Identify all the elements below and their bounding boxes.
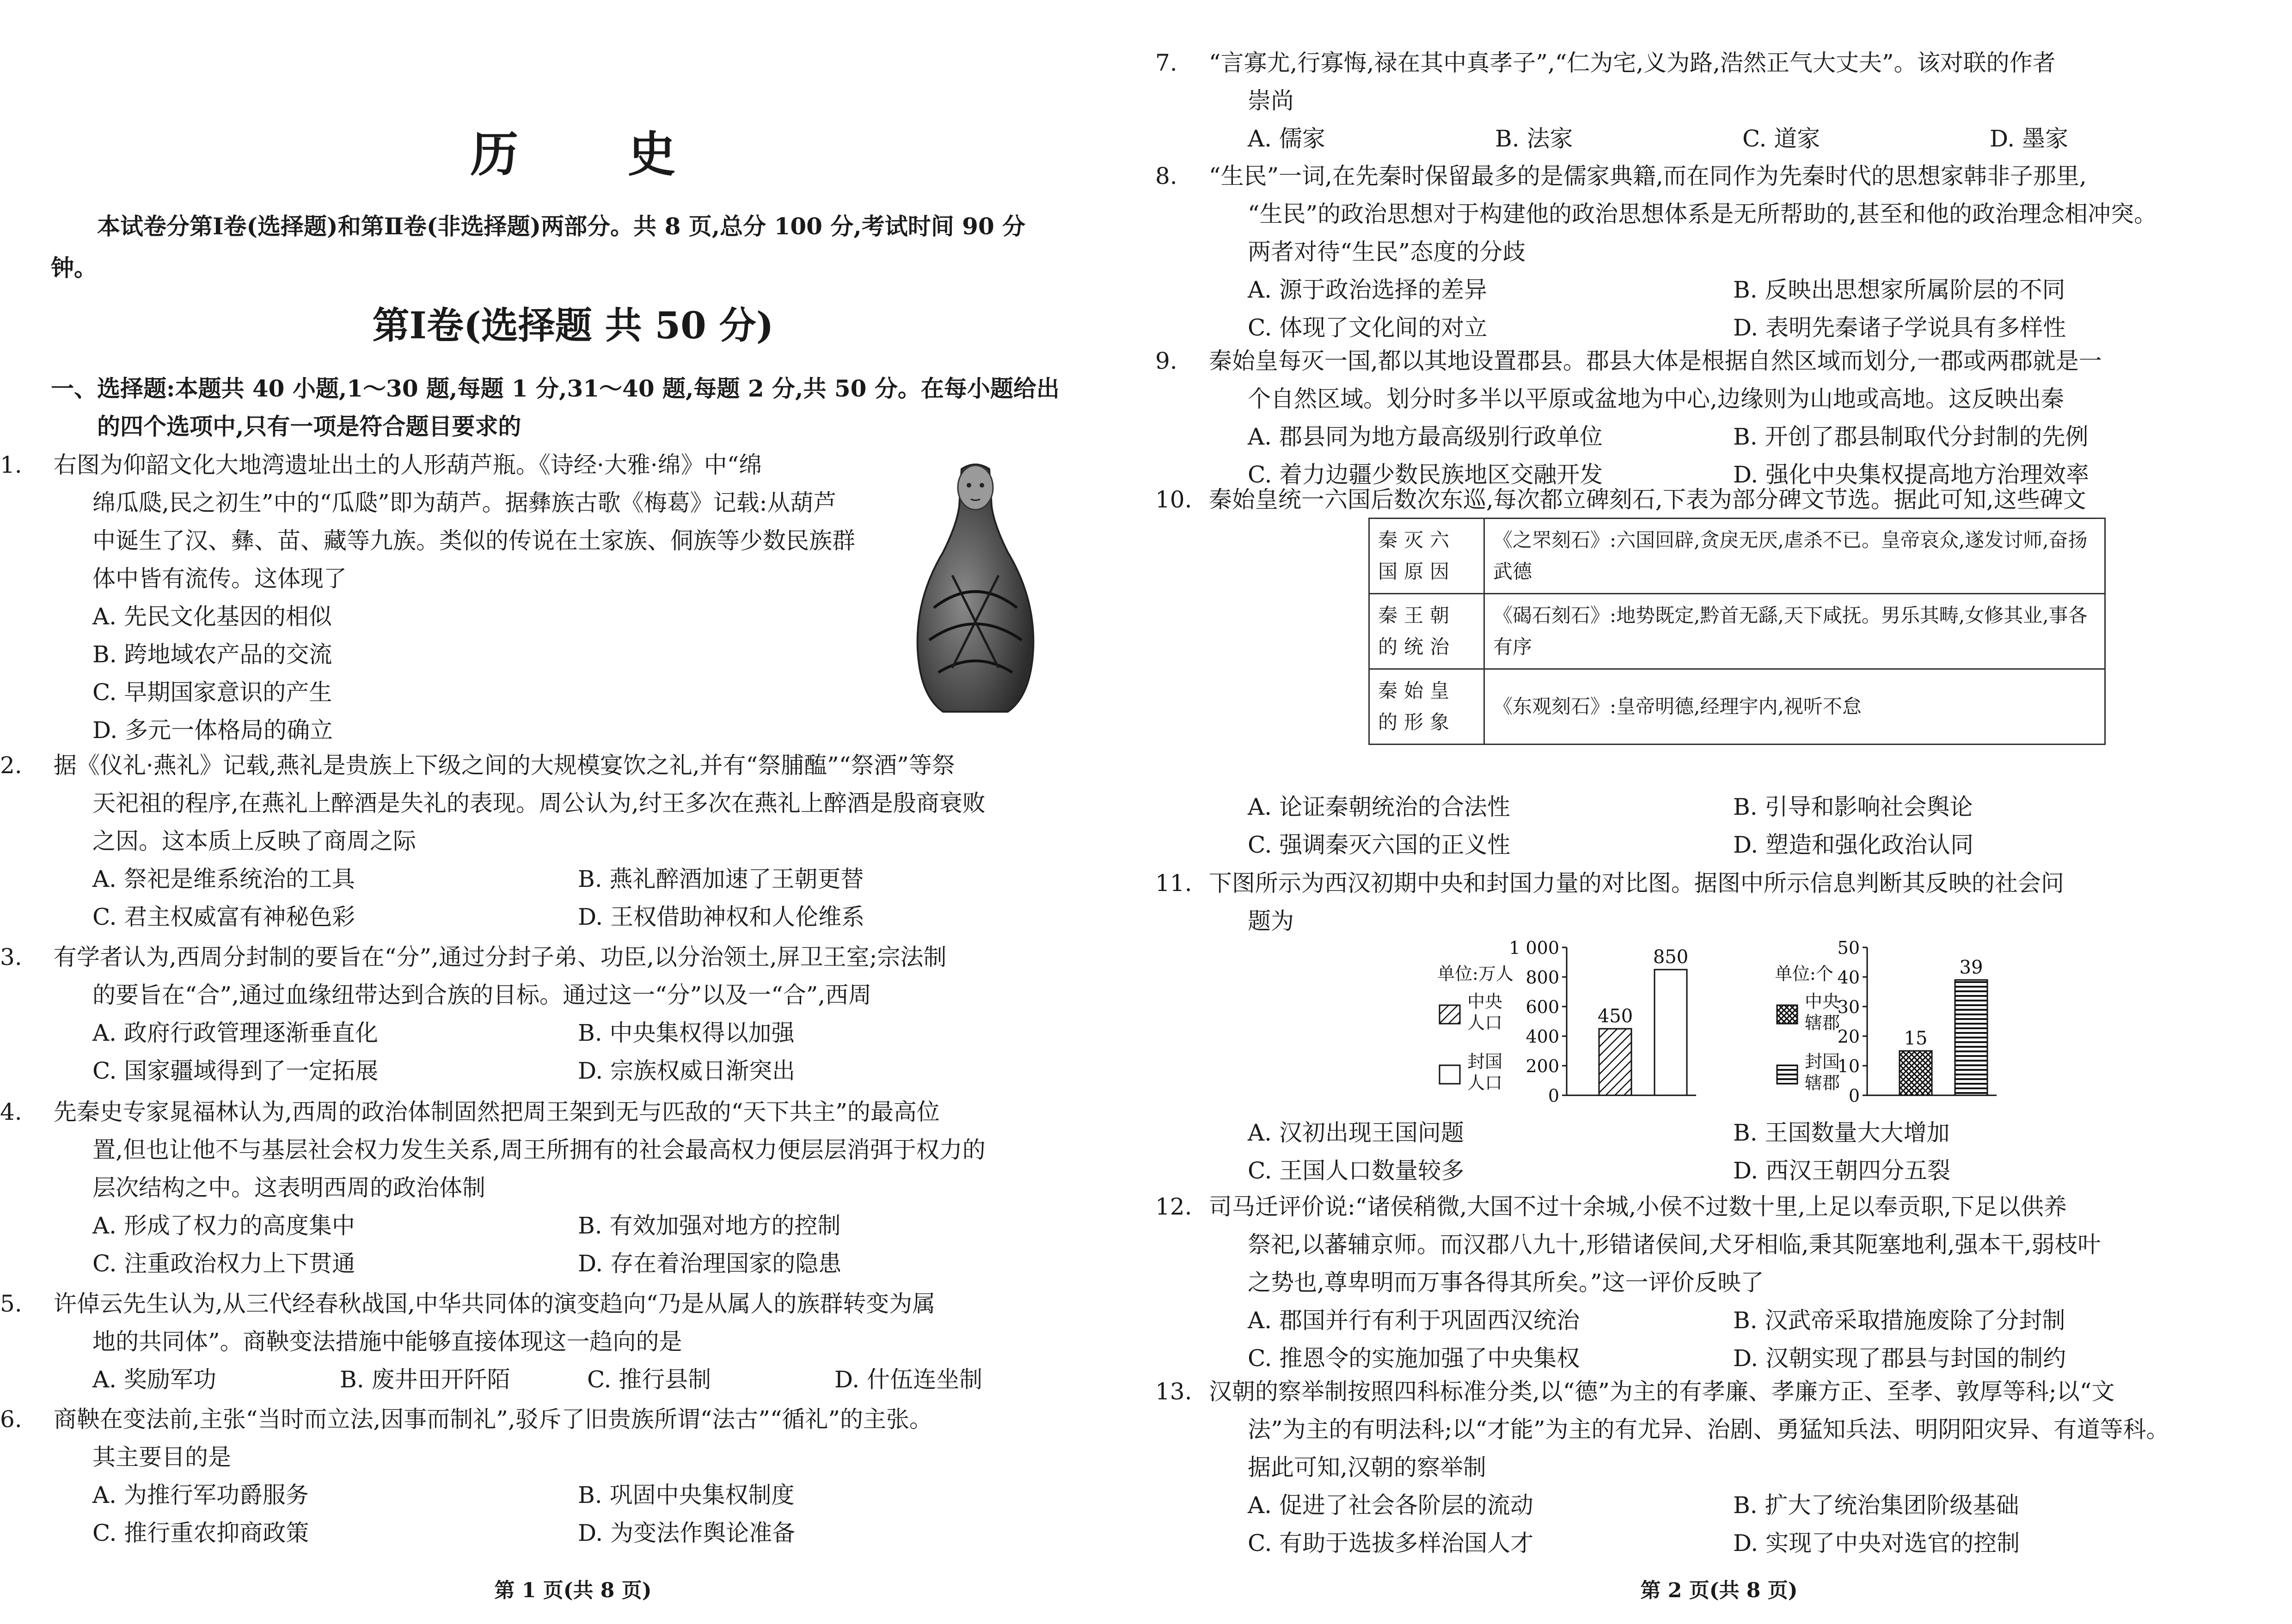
question-8 (1155, 157, 2237, 347)
y-tick-label: 0 (1848, 1086, 1860, 1106)
stem-line: 题为 (1248, 908, 1294, 934)
option-a[interactable]: A. 源于政治选择的差异 (1248, 276, 1487, 303)
bar (1599, 1029, 1631, 1095)
question-3 (0, 938, 1082, 1090)
stem-line: 之势也,尊卑明而万事各得其所矣。”这一评价反映了 (1248, 1269, 1764, 1296)
stem-line: 之因。这本质上反映了商周之际 (92, 828, 416, 855)
y-tick-label: 20 (1837, 1026, 1860, 1047)
legend-label: 中央 (1805, 991, 1840, 1012)
option-b[interactable]: B. 燕礼醉酒加速了王朝更替 (578, 866, 864, 892)
option-c[interactable]: C. 推行重农抑商政策 (92, 1520, 309, 1546)
question-11-options (1201, 1114, 2237, 1190)
option-d[interactable]: D. 存在着治理国家的隐患 (578, 1250, 842, 1277)
table-cell-value: 《碣石刻石》:地势既定,黔首无繇,天下咸抚。男乐其畴,女修其业,事各有序 (1484, 594, 2105, 669)
option-c[interactable]: C. 国家疆域得到了一定拓展 (92, 1057, 379, 1084)
options-row (1201, 788, 2237, 826)
stem-line: 层次结构之中。这表明西周的政治体制 (92, 1174, 485, 1201)
table-cell-key: 秦灭六国原因 (1369, 519, 1484, 594)
options-row (1201, 271, 2237, 309)
option-c[interactable]: C. 推恩令的实施加强了中央集权 (1248, 1345, 1580, 1372)
stem-line: 绵瓜瓞,民之初生”中的“瓜瓞”即为葫芦。据彝族古歌《梅葛》记载:从葫芦 (92, 489, 837, 516)
option-d[interactable]: D. 墨家 (1990, 125, 2069, 152)
option-a[interactable]: A. 郡国并行有利于巩固西汉统治 (1248, 1307, 1580, 1334)
question-9 (1155, 342, 2237, 494)
question-stem: 1. 右图为仰韶文化大地湾遗址出土的人形葫芦瓶。《诗经·大雅·绵》中“绵 绵瓜瓞,民之初生”中的“瓜瓞”即为葫芦。据彝族古歌《梅葛》记载:从葫芦 中诞生了汉、彝、苗、藏等九族。类似的传说在土家族、侗族等少数民族群 体中皆有流传。这体现了 (0, 452, 855, 592)
options-row (46, 1052, 1082, 1090)
stem-line: 汉朝的察举制按照四科标准分类,以“德”为主的有孝廉、孝廉方正、至孝、敦厚等科;以“文 (1208, 1378, 2115, 1405)
options-row (1201, 418, 2237, 456)
page-footer: 第 2 页(共 8 页) (1640, 1579, 1798, 1602)
question-stem: 5. 许倬云先生认为,从三代经春秋战国,中华共同体的演变趋向“乃是从属人的族群转变为属 地的共同体”。商鞅变法措施中能够直接体现这一趋向的是 (0, 1290, 936, 1355)
options-row (46, 1514, 1082, 1552)
option-b[interactable]: B. 扩大了统治集团阶级基础 (1733, 1492, 2019, 1519)
legend-label: 封国 (1467, 1051, 1503, 1072)
table-row (1369, 519, 2105, 594)
stem-line: 右图为仰韶文化大地湾遗址出土的人形葫芦瓶。《诗经·大雅·绵》中“绵 (53, 452, 762, 478)
option-d[interactable]: D. 多元一体格局的确立 (92, 717, 333, 744)
stem-line: 个自然区域。划分时多半以平原或盆地为中心,边缘则为山地或高地。这反映出秦 (1248, 385, 2064, 412)
stem-line: 法”为主的有明法科;以“才能”为主的有尤异、治剧、勇猛知兵法、明阴阳灾异、有道等科。 (1248, 1416, 2169, 1443)
stem-line: 有学者认为,西周分封制的要旨在“分”,通过分封子弟、功臣,以分治领土,屏卫王室;宗法制 (53, 944, 947, 971)
stem-line: 先秦史专家晁福林认为,西周的政治体制固然把周王架到无与匹敌的“天下共主”的最高位 (53, 1099, 940, 1125)
stem-line: 司马迁评价说:“诸侯稍微,大国不过十余城,小侯不过数十里,上足以奉贡职,下足以供养 (1208, 1193, 2067, 1220)
option-d[interactable]: D. 宗族权威日渐突出 (578, 1057, 796, 1084)
page-footer: 第 1 页(共 8 页) (494, 1579, 652, 1602)
question-6 (0, 1400, 1082, 1552)
y-tick-label: 600 (1526, 997, 1559, 1017)
stem-line: 天祀祖的程序,在燕礼上醉酒是失礼的表现。周公认为,纣王多次在燕礼上醉酒是殷商衰败 (92, 790, 986, 817)
gourd-vase-image (897, 455, 1054, 723)
prefecture-chart (1775, 938, 1997, 1106)
options-row (46, 860, 1082, 898)
options-row (1201, 1524, 2237, 1562)
y-tick-label: 1 000 (1509, 938, 1559, 958)
stem-line: 中诞生了汉、彝、苗、藏等九族。类似的传说在土家族、侗族等少数民族群 (92, 527, 855, 554)
option-b[interactable]: B. 汉武帝采取措施废除了分封制 (1733, 1307, 2065, 1334)
question-2 (0, 746, 1082, 936)
bar (1655, 970, 1687, 1095)
table-cell-value: 《之罘刻石》:六国回辟,贪戾无厌,虐杀不已。皇帝哀众,遂发讨师,奋扬武德 (1484, 519, 2105, 594)
legend-label: 人口 (1467, 1013, 1503, 1033)
stem-line: “言寡尤,行寡悔,禄在其中真孝子”,“仁为宅,义为路,浩然正气大丈夫”。该对联的作者 (1208, 49, 2056, 76)
option-b[interactable]: B. 中央集权得以加强 (578, 1020, 795, 1046)
question-7 (1155, 44, 2237, 158)
question-10-options (1201, 788, 2237, 864)
option-a[interactable]: A. 汉初出现王国问题 (1248, 1119, 1464, 1146)
question-stem: 10. 秦始皇统一六国后数次东巡,每次都立碑刻石,下表为部分碑文节选。据此可知,这些碑文 (1155, 486, 2086, 513)
options-row (1201, 1486, 2237, 1524)
question-stem: 13. 汉朝的察举制按照四科标准分类,以“德”为主的有孝廉、孝廉方正、至孝、敦厚等科;以“文 法”为主的有明法科;以“才能”为主的有尤异、治剧、勇猛知兵法、明阴阳灾异、有道等科。 据此可知,汉朝的察举制 (1155, 1378, 2169, 1481)
options-row (46, 1207, 1082, 1245)
option-d[interactable]: D. 塑造和强化政治认同 (1733, 831, 1974, 858)
option-a[interactable]: A. 儒家 (1248, 125, 1325, 152)
stem-line: 祭祀,以蕃辅京师。而汉郡八九十,形错诸侯间,犬牙相临,秉其阨塞地利,强本干,弱枝叶 (1248, 1231, 2101, 1258)
stem-line: 置,但也让他不与基层社会权力发生关系,周王所拥有的社会最高权力便层层消弭于权力的 (92, 1136, 986, 1163)
y-tick-label: 30 (1837, 997, 1860, 1017)
doc-title: 历 史 (470, 126, 722, 183)
option-c[interactable]: C. 着力边疆少数民族地区交融开发 (1248, 461, 1603, 488)
stem-line: 下图所示为西汉初期中央和封国力量的对比图。据图中所示信息判断其反映的社会问 (1208, 870, 2064, 897)
question-stem: 2. 据《仪礼·燕礼》记载,燕礼是贵族上下级之间的大规模宴饮之礼,并有“祭脯醢”“祭酒”等祭 天祀祖的程序,在燕礼上醉酒是失礼的表现。周公认为,纣王多次在燕礼上醉酒是殷商衰败 之因。这本质上反映了商周之际 (0, 752, 986, 855)
options-row (1201, 120, 2237, 158)
legend-swatch (1440, 1065, 1460, 1084)
option-c[interactable]: C. 道家 (1742, 125, 1820, 152)
option-c[interactable]: C. 推行县制 (587, 1366, 711, 1393)
options-row (46, 1014, 1082, 1052)
legend-label: 封国 (1805, 1051, 1840, 1072)
options-row (1201, 1114, 2237, 1152)
table-cell-key: 秦始皇的形象 (1369, 669, 1484, 745)
table-cell-key: 秦王朝的统治 (1369, 594, 1484, 669)
option-a[interactable]: A. 论证秦朝统治的合法性 (1248, 794, 1510, 820)
option-b[interactable]: B. 开创了郡县制取代分封制的先例 (1733, 423, 2089, 450)
legend-swatch (1777, 1005, 1797, 1024)
question-stem: 4. 先秦史专家晁福林认为,西周的政治体制固然把周王架到无与匹敌的“天下共主”的最高位 置,但也让他不与基层社会权力发生关系,周王所拥有的社会最高权力便层层消弭于权力的 层次结构之中。这表明西周的政治体制 (0, 1099, 986, 1201)
option-b[interactable]: B. 反映出思想家所属阶层的不同 (1733, 276, 2065, 303)
option-a[interactable]: A. 先民文化基因的相似 (92, 603, 332, 630)
table-row (1369, 669, 2105, 745)
option-c[interactable]: C. 王国人口数量较多 (1248, 1157, 1465, 1184)
section-heading (51, 370, 1068, 446)
stem-line: 据此可知,汉朝的察举制 (1248, 1454, 1486, 1481)
unit-label: 单位:个 (1775, 964, 1833, 984)
options-row (1201, 309, 2237, 347)
options-row (1201, 1339, 2237, 1377)
bar (1955, 980, 1987, 1095)
power-comparison-charts (1423, 938, 2061, 1114)
stem-line: 的要旨在“合”,通过血缘纽带达到合族的目标。通过这一“分”以及一“合”,西周 (92, 982, 872, 1008)
bar-value-label: 850 (1653, 946, 1689, 968)
option-c[interactable]: C. 注重政治权力上下贯通 (92, 1250, 355, 1277)
option-d[interactable]: D. 强化中央集权提高地方治理效率 (1733, 461, 2090, 488)
question-stem: 3. 有学者认为,西周分封制的要旨在“分”,通过分封子弟、功臣,以分治领土,屏卫王室;宗法制 的要旨在“合”,通过血缘纽带达到合族的目标。通过这一“分”以及一“合”,西周 (0, 944, 947, 1008)
question-5 (0, 1285, 1082, 1398)
option-b[interactable]: B. 跨地域农产品的交流 (92, 641, 332, 668)
legend-swatch (1777, 1065, 1797, 1084)
option-d[interactable]: D. 表明先秦诸子学说具有多样性 (1733, 314, 2066, 341)
option-c[interactable]: C. 强调秦灭六国的正义性 (1248, 831, 1511, 858)
stem-line: 体中皆有流传。这体现了 (92, 565, 347, 592)
stem-line: 据《仪礼·燕礼》记载,燕礼是贵族上下级之间的大规模宴饮之礼,并有“祭脯醢”“祭酒”等祭 (53, 752, 955, 779)
option-a[interactable]: A. 促进了社会各阶层的流动 (1248, 1492, 1533, 1519)
legend-label: 辖郡 (1805, 1013, 1840, 1033)
stem-line: 地的共同体”。商鞅变法措施中能够直接体现这一趋向的是 (92, 1328, 682, 1355)
legend-label: 辖郡 (1805, 1073, 1840, 1093)
section-heading-line: 的四个选项中,只有一项是符合题目要求的 (97, 413, 521, 440)
stele-table (1368, 518, 2106, 745)
bar (1900, 1051, 1932, 1095)
stem-line: 崇尚 (1248, 87, 1294, 114)
option-d[interactable]: D. 为变法作舆论准备 (578, 1520, 796, 1546)
options-row (1201, 1301, 2237, 1339)
legend-swatch (1440, 1005, 1460, 1024)
table-cell-value: 《东观刻石》:皇帝明德,经理宇内,视听不怠 (1484, 669, 2105, 745)
y-tick-label: 800 (1526, 967, 1559, 988)
instructions: 本试卷分第Ⅰ卷(选择题)和第Ⅱ卷(非选择题)两部分。共 8 页,总分 100 分,考试时间 90 分钟。 (51, 213, 1026, 281)
option-b[interactable]: B. 法家 (1495, 125, 1573, 152)
option-d[interactable]: D. 王权借助神权和人伦维系 (578, 904, 865, 930)
options-row (1201, 1152, 2237, 1190)
option-a[interactable]: A. 奖励军功 (92, 1366, 216, 1393)
unit-label: 单位:万人 (1437, 964, 1514, 984)
option-b[interactable]: B. 引导和影响社会舆论 (1733, 794, 1973, 820)
y-tick-label: 50 (1837, 938, 1860, 958)
legend-label: 中央 (1467, 991, 1503, 1012)
option-b[interactable]: B. 废井田开阡陌 (340, 1366, 510, 1393)
stem-line: 其主要目的是 (92, 1444, 231, 1471)
legend-label: 人口 (1467, 1073, 1503, 1093)
question-stem: 11. 下图所示为西汉初期中央和封国力量的对比图。据图中所示信息判断其反映的社会问 题为 (1155, 870, 2064, 934)
options-row (46, 1361, 1082, 1398)
question-stem: 8. “生民”一词,在先秦时保留最多的是儒家典籍,而在同作为先秦时代的思想家韩非子那里, “生民”的政治思想对于构建他的政治思想体系是无所帮助的,甚至和他的政治理念相冲突。 两者对待“生民”态度的分歧 (1155, 163, 2157, 265)
stem-line: “生民”的政治思想对于构建他的政治思想体系是无所帮助的,甚至和他的政治理念相冲突。 (1248, 201, 2157, 227)
option-a[interactable]: A. 祭祀是维系统治的工具 (92, 866, 355, 892)
options-row (46, 898, 1082, 936)
option-d[interactable]: D. 什伍连坐制 (834, 1366, 983, 1393)
question-10 (1155, 481, 2237, 519)
population-chart (1437, 938, 1696, 1106)
option-d[interactable]: D. 实现了中央对选官的控制 (1733, 1530, 2020, 1557)
question-stem: 7. “言寡尤,行寡悔,禄在其中真孝子”,“仁为宅,义为路,浩然正气大丈夫”。该对联的作者 崇尚 (1155, 49, 2056, 114)
stem-line: 商鞅在变法前,主张“当时而立法,因事而制礼”,驳斥了旧贵族所谓“法古”“循礼”的主张。 (53, 1406, 932, 1433)
stem-line: “生民”一词,在先秦时保留最多的是儒家典籍,而在同作为先秦时代的思想家韩非子那里, (1208, 163, 2087, 189)
option-b[interactable]: B. 有效加强对地方的控制 (578, 1212, 841, 1239)
option-a[interactable]: A. 郡县同为地方最高级别行政单位 (1248, 423, 1603, 450)
option-a[interactable]: A. 政府行政管理逐渐垂直化 (92, 1020, 378, 1046)
y-tick-label: 0 (1548, 1086, 1559, 1106)
stem-line: 许倬云先生认为,从三代经春秋战国,中华共同体的演变趋向“乃是从属人的族群转变为属 (53, 1290, 936, 1317)
table-row (1369, 594, 2105, 669)
question-12 (1155, 1188, 2237, 1377)
bar-value-label: 15 (1904, 1028, 1928, 1049)
option-c[interactable]: C. 君主权威富有神秘色彩 (92, 904, 355, 930)
options-row (46, 1245, 1082, 1282)
option-c[interactable]: C. 有助于选拔多样治国人才 (1248, 1530, 1534, 1557)
stem-line: 两者对待“生民”态度的分歧 (1248, 238, 1526, 265)
option-a[interactable]: A. 为推行军功爵服务 (92, 1482, 309, 1508)
y-tick-label: 10 (1837, 1056, 1860, 1076)
stem-line: 秦始皇每灭一国,都以其地设置郡县。郡县大体是根据自然区域而划分,一郡或两郡就是一 (1208, 348, 2102, 374)
question-stem: 6. 商鞅在变法前,主张“当时而立法,因事而制礼”,驳斥了旧贵族所谓“法古”“循礼”的主张。 其主要目的是 (0, 1406, 932, 1471)
question-11 (1155, 864, 2237, 940)
option-c[interactable]: C. 早期国家意识的产生 (92, 679, 332, 706)
option-b[interactable]: B. 王国数量大大增加 (1733, 1119, 1950, 1146)
question-13 (1155, 1373, 2237, 1562)
question-stem: 9. 秦始皇每灭一国,都以其地设置郡县。郡县大体是根据自然区域而划分,一郡或两郡就是一 个自然区域。划分时多半以平原或盆地为中心,边缘则为山地或高地。这反映出秦 (1155, 348, 2102, 412)
part-title: 第Ⅰ卷(选择题 共 50 分) (372, 304, 774, 347)
question-stem: 12. 司马迁评价说:“诸侯稍微,大国不过十余城,小侯不过数十里,上足以奉贡职,下足以供养 祭祀,以蕃辅京师。而汉郡八九十,形错诸侯间,犬牙相临,秉其阨塞地利,强本干,弱枝叶 之势也,尊卑明而万事各得其所矣。”这一评价反映了 (1155, 1193, 2101, 1296)
options-row (46, 1476, 1082, 1514)
options-row (1201, 826, 2237, 864)
section-heading-line: 一、选择题:本题共 40 小题,1～30 题,每题 1 分,31～40 题,每题 2 分,共 50 分。在每小题给出 (51, 375, 1060, 402)
y-tick-label: 40 (1837, 967, 1860, 988)
bar-value-label: 450 (1597, 1006, 1633, 1027)
option-a[interactable]: A. 形成了权力的高度集中 (92, 1212, 355, 1239)
option-c[interactable]: C. 体现了文化间的对立 (1248, 314, 1488, 341)
exam-page-2 (1146, 0, 2292, 1624)
question-4 (0, 1093, 1082, 1282)
stem-line: 秦始皇统一六国后数次东巡,每次都立碑刻石,下表为部分碑文节选。据此可知,这些碑文 (1208, 486, 2086, 513)
option-d[interactable]: D. 西汉王朝四分五裂 (1733, 1157, 1951, 1184)
option-b[interactable]: B. 巩固中央集权制度 (578, 1482, 795, 1508)
option-d[interactable]: D. 汉朝实现了郡县与封国的制约 (1733, 1345, 2066, 1372)
y-tick-label: 200 (1526, 1056, 1559, 1076)
bar-value-label: 39 (1959, 957, 1983, 978)
y-tick-label: 400 (1526, 1026, 1559, 1047)
